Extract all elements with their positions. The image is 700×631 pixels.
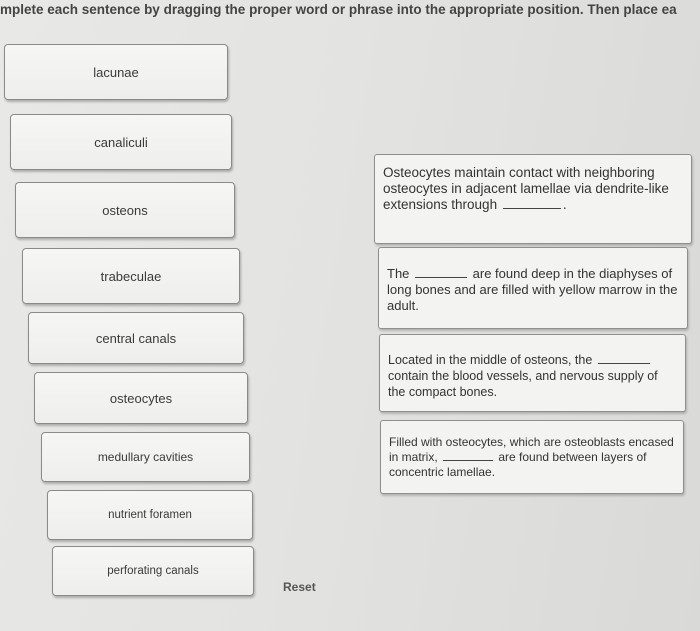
word-chip-osteocytes[interactable] [34, 372, 248, 424]
drop-target-4[interactable] [443, 459, 493, 461]
sentence-text: Located in the middle of osteons, the [388, 353, 593, 367]
word-chip-trabeculae[interactable] [22, 248, 240, 304]
sentence-box-3 [379, 334, 686, 412]
word-chip-nutrient-foramen[interactable] [47, 490, 253, 540]
sentence-text: are found between layers of concentric lamellae. [389, 450, 647, 479]
word-label: medullary cavities [97, 450, 194, 464]
sentence-box-1 [374, 154, 692, 244]
drop-target-2[interactable] [415, 276, 467, 278]
word-chip-lacunae[interactable] [4, 44, 228, 100]
word-label: osteons [102, 202, 148, 218]
word-label: trabeculae [100, 268, 162, 284]
word-label: perforating canals [107, 565, 199, 577]
word-label: lacunae [93, 64, 139, 80]
sentence-text: contain the blood vessels, and nervous supply of the compact bones. [388, 369, 658, 399]
word-chip-canaliculi[interactable] [10, 114, 232, 170]
word-chip-perforating-canals[interactable] [52, 546, 254, 596]
word-label: canaliculi [94, 134, 148, 150]
sentence-text: are found deep in the diaphyses of long bones and are filled with yellow marrow in the adult. [387, 266, 678, 313]
word-chip-central-canals[interactable] [28, 312, 244, 364]
reset-button[interactable]: Reset [283, 580, 316, 594]
word-label: osteocytes [109, 390, 173, 406]
drop-target-1[interactable] [503, 207, 561, 209]
word-label: nutrient foramen [108, 509, 192, 521]
word-chip-medullary-cavities[interactable] [41, 432, 250, 482]
word-chip-osteons[interactable] [15, 182, 235, 238]
word-label: central canals [95, 330, 177, 346]
sentence-text: Osteocytes maintain contact with neighboring osteocytes in adjacent lamellae via dendrite-like extensions through [383, 165, 669, 212]
sentence-box-2 [378, 247, 688, 329]
sentence-text: The [387, 266, 410, 281]
instruction-text: mplete each sentence by dragging the proper word or phrase into the appropriate position. Then place ea [0, 2, 677, 17]
sentence-text: Filled with osteocytes, which are osteoblasts encased in matrix, [389, 435, 674, 464]
drop-target-3[interactable] [598, 362, 650, 364]
sentence-text: . [562, 197, 567, 212]
sentence-box-4 [380, 420, 684, 494]
